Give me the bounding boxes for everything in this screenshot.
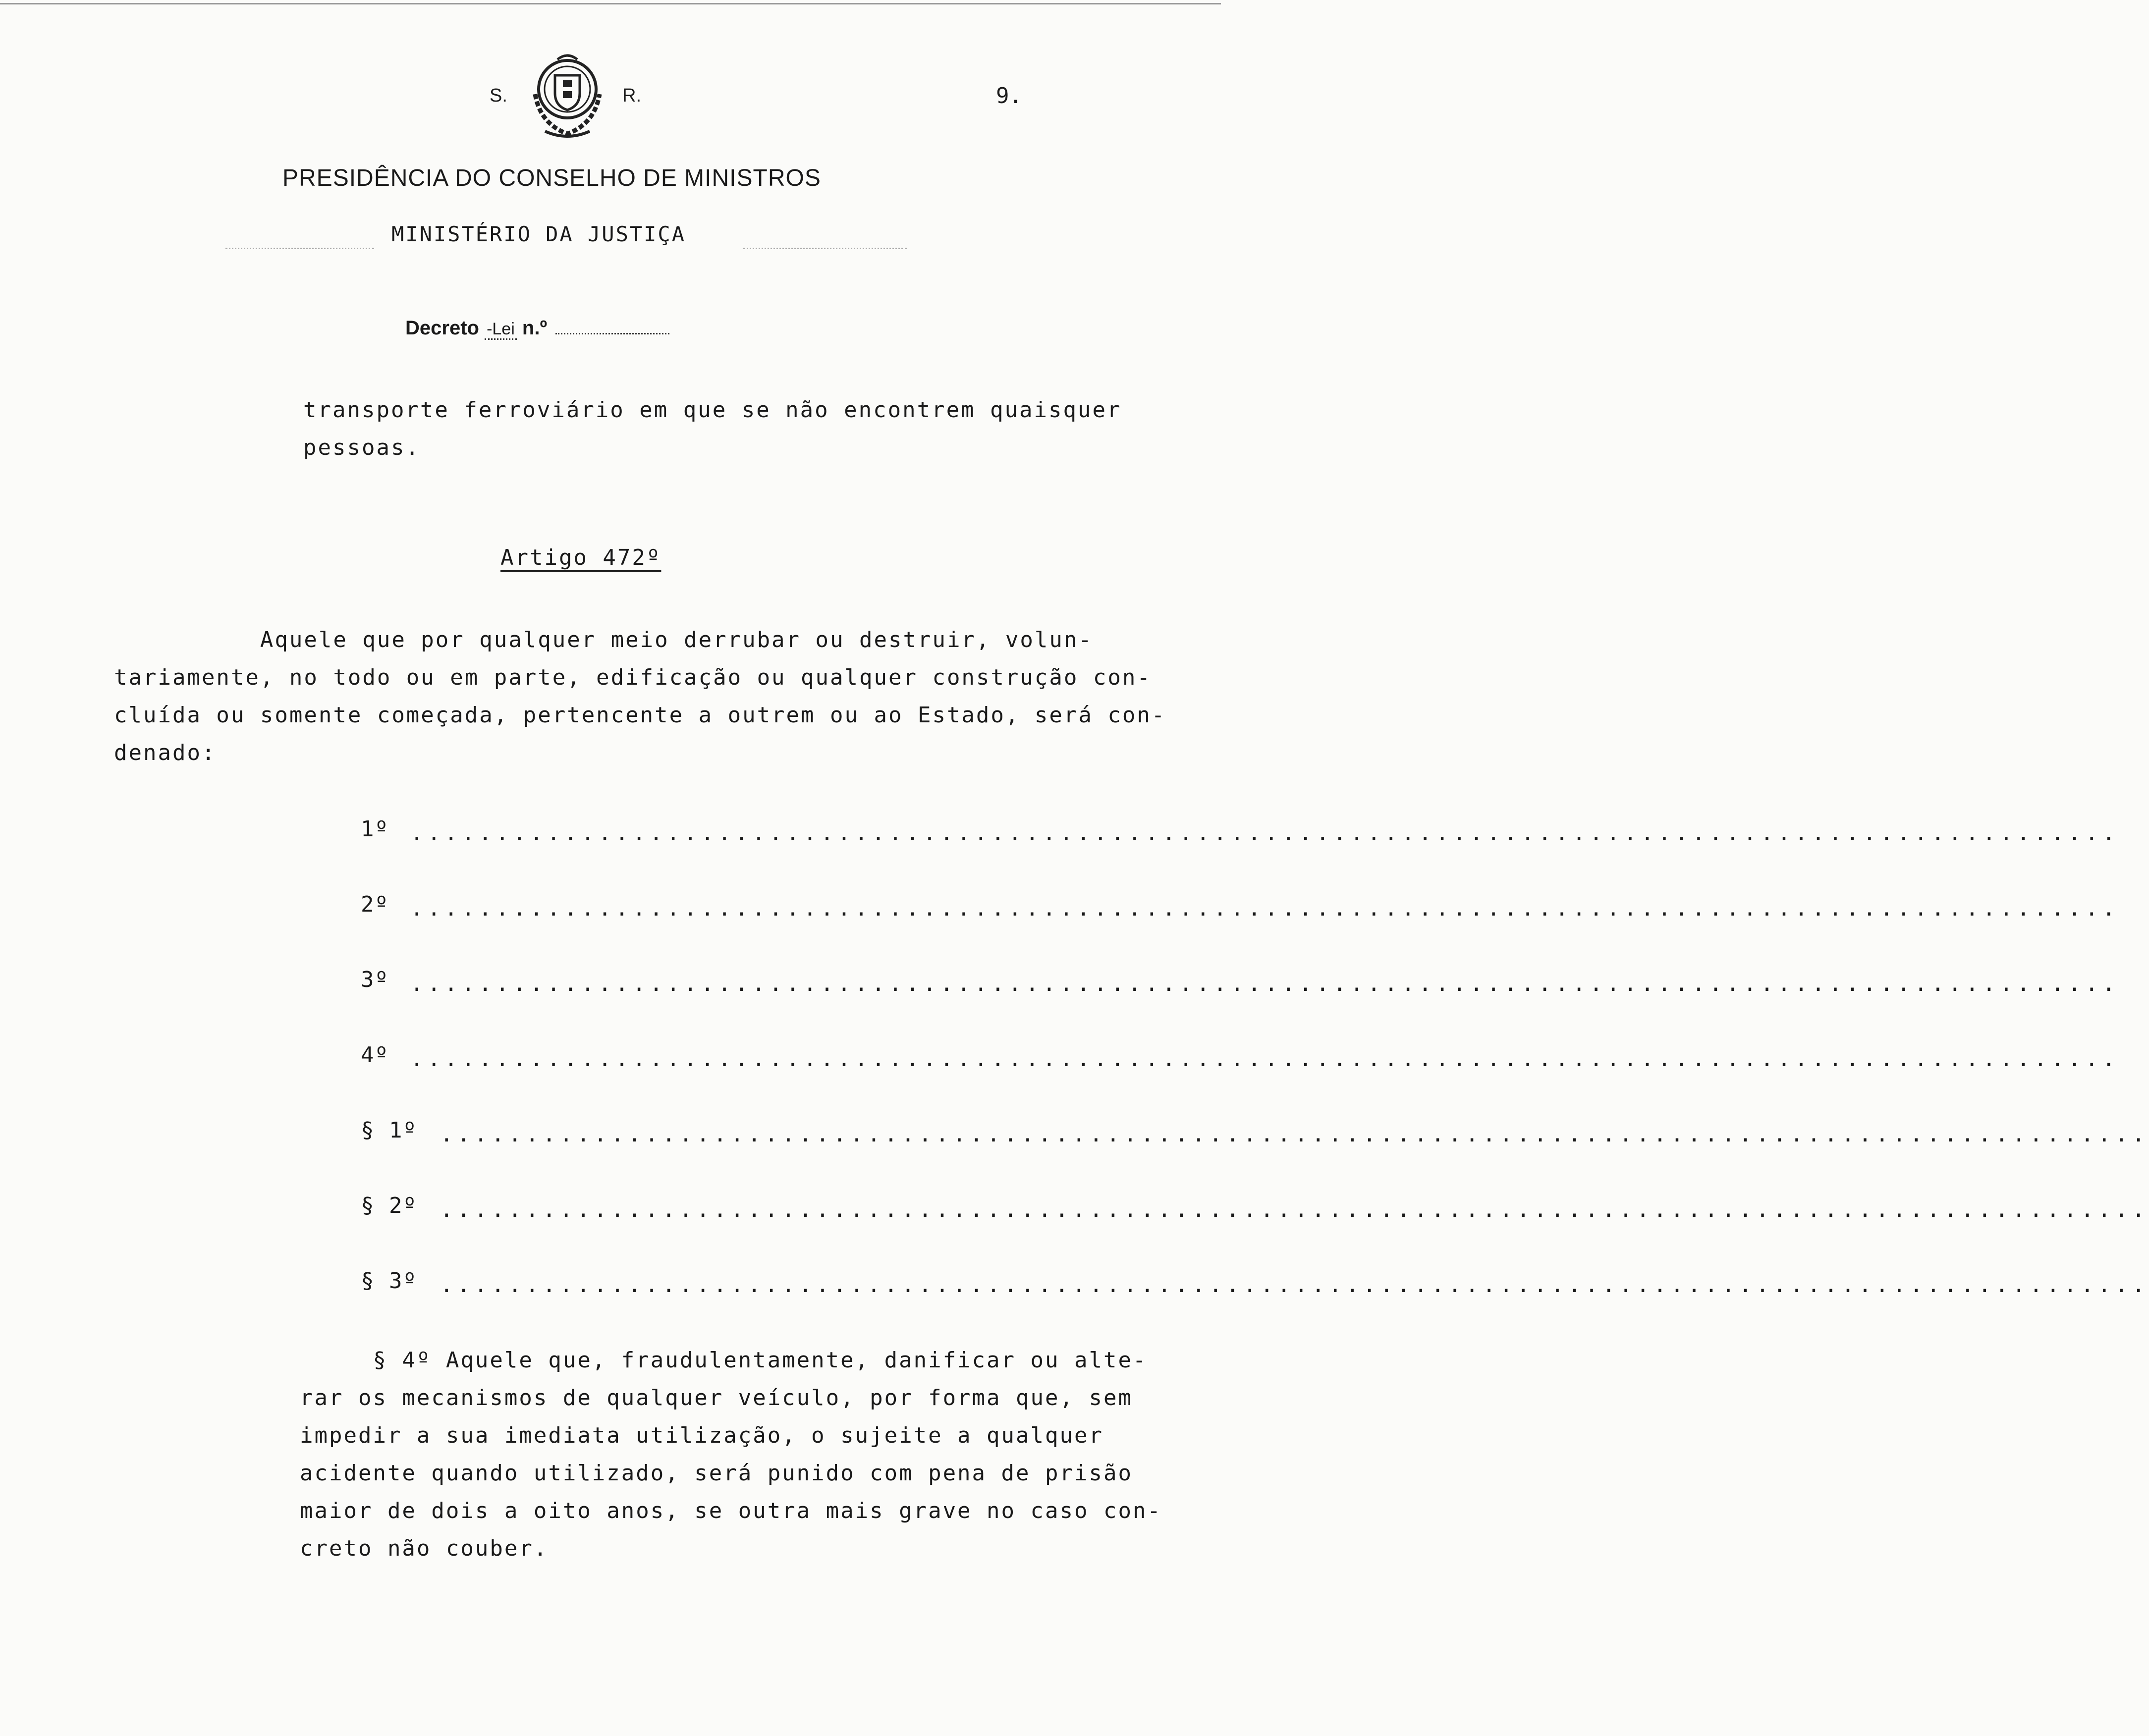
header-left-mark: S. (490, 85, 507, 106)
decree-line (405, 317, 669, 339)
list-item: 4º .................................................................................................... (361, 1042, 2120, 1072)
paragraph-4: § 4º Aquele que, fraudulentamente, danificar ou alte- rar os mecanismos de qualquer veículo, por forma que, sem impedir a sua imediata utilização, o sujeite a qualquer acidente quando utilizado, será punido com pena de prisão maior de dois a oito anos, se outra mais grave no caso con- creto não couber. (300, 1348, 1162, 1561)
article-title: Artigo 472º (500, 545, 661, 570)
list-item: 3º .................................................................................................... (361, 967, 2120, 996)
decree-number-label: n.º (522, 317, 548, 339)
ministry-heading: MINISTÉRIO DA JUSTIÇA (391, 222, 686, 246)
list-item: 2º .................................................................................................... (361, 892, 2120, 921)
ministry-dotted-line-left (225, 248, 374, 249)
item-dot-leader: .................................................................................................... (410, 820, 2120, 846)
header-right-mark: R. (622, 85, 641, 106)
item-dot-leader: .................................................................................................... (440, 1197, 2149, 1222)
list-item: § 3º .................................................................................................... (361, 1268, 2149, 1298)
decree-lei: -Lei (485, 320, 517, 340)
page-number: 9. (996, 83, 1022, 108)
list-item: 1º .................................................................................................... (361, 816, 2120, 846)
decree-label: Decreto (405, 317, 479, 339)
issuer-heading: PRESIDÊNCIA DO CONSELHO DE MINISTROS (282, 165, 821, 191)
decree-number-blank (555, 318, 669, 334)
ministry-dotted-line-right (743, 248, 907, 249)
coat-of-arms-seal-icon (525, 50, 609, 144)
item-dot-leader: .................................................................................................... (440, 1272, 2149, 1298)
top-edge-line (0, 3, 1221, 4)
continuation-paragraph: transporte ferroviário em que se não encontrem quaisquer pessoas. (303, 397, 1122, 460)
list-item: § 2º .................................................................................................... (361, 1193, 2149, 1222)
item-dot-leader: .................................................................................................... (410, 896, 2120, 921)
list-item: § 1º .................................................................................................... (361, 1118, 2149, 1147)
item-dot-leader: .................................................................................................... (440, 1122, 2149, 1147)
item-dot-leader: .................................................................................................... (410, 1046, 2120, 1072)
article-paragraph: Aquele que por qualquer meio derrubar ou destruir, volun- tariamente, no todo ou em parte, edificação ou qualquer construção con- cluída ou somente começada, pertencente a outrem ou ao Estado, será con- denado: (114, 627, 1166, 765)
item-dot-leader: .................................................................................................... (410, 971, 2120, 996)
